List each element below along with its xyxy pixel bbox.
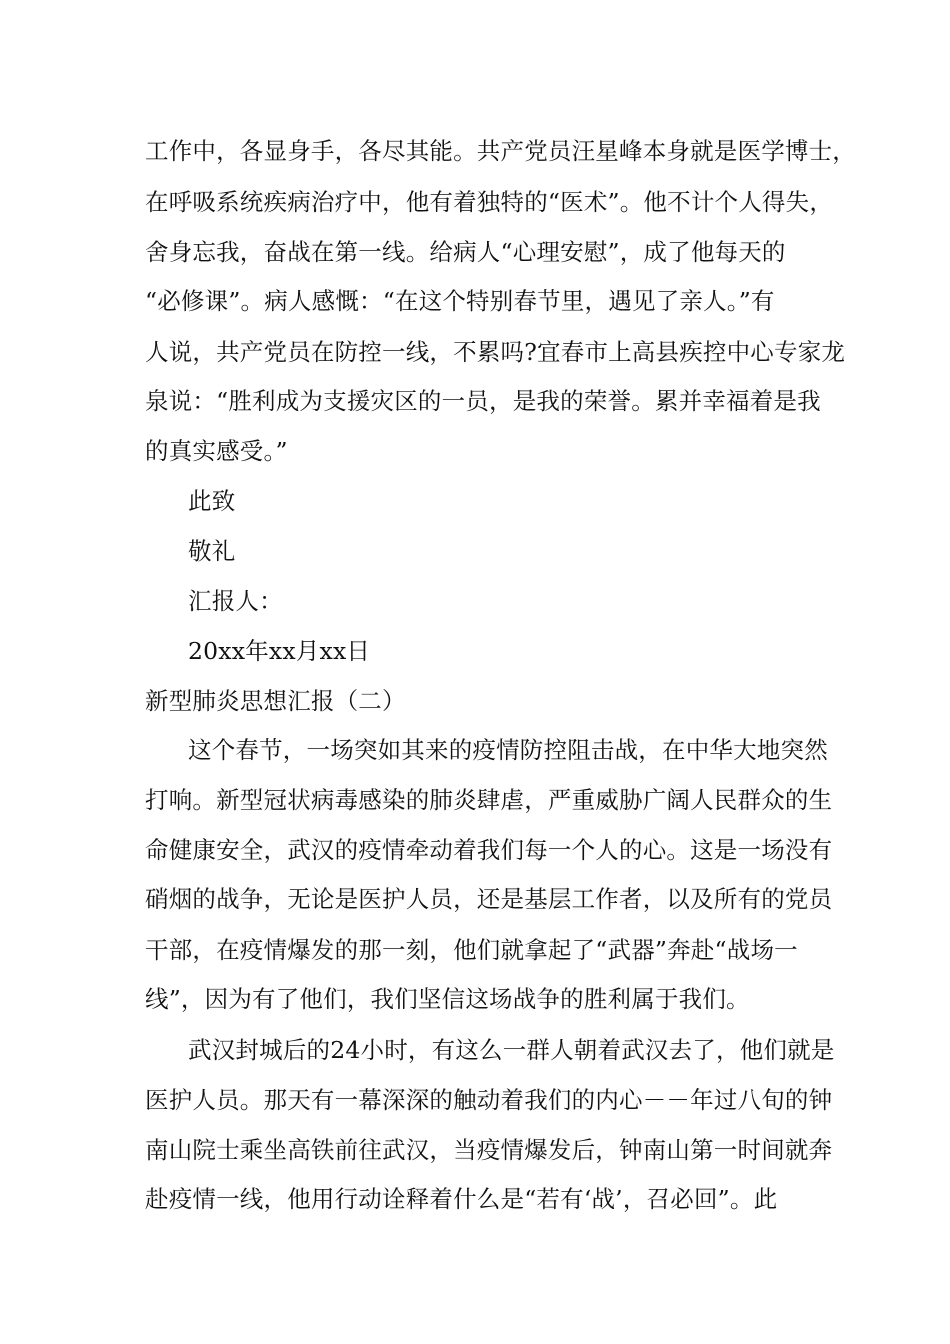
paragraph-line: 硝烟的战争，无论是医护人员，还是基层工作者，以及所有的党员 (145, 885, 833, 913)
paragraph-line: 的真实感受。” (145, 437, 288, 465)
paragraph-line: 在呼吸系统疾病治疗中，他有着独特的“医术”。他不计个人得失， (145, 188, 834, 216)
paragraph-line: 舍身忘我，奋战在第一线。给病人“心理安慰”，成了他每天的 (145, 238, 786, 266)
paragraph-line: 工作中，各显身手，各尽其能。共产党员汪星峰本身就是医学博士， (145, 137, 856, 165)
report-date: 20xx年xx月xx日 (188, 637, 371, 665)
closing-regards: 敬礼 (188, 537, 236, 565)
paragraph-line: 打响。新型冠状病毒感染的肺炎肆虐，严重威胁广阔人民群众的生 (145, 786, 833, 814)
closing-salutation: 此致 (188, 487, 236, 515)
section-title: 新型肺炎思想汇报（二） (145, 687, 406, 715)
reporter-label: 汇报人： (188, 587, 283, 615)
paragraph-line: 赴疫情一线，他用行动诠释着什么是“若有‘战’，召必回”。此 (145, 1185, 778, 1213)
paragraph-line: 医护人员。那天有一幕深深的触动着我们的内心－－年过八旬的钟 (145, 1086, 833, 1114)
paragraph-line: “必修课”。病人感慨：“在这个特别春节里，遇见了亲人。”有 (145, 287, 775, 315)
paragraph-line: 命健康安全，武汉的疫情牵动着我们每一个人的心。这是一场没有 (145, 836, 833, 864)
paragraph-line: 这个春节，一场突如其来的疫情防控阻击战，在中华大地突然 (188, 736, 828, 764)
paragraph-line: 泉说：“胜利成为支援灾区的一员，是我的荣誉。累并幸福着是我 (145, 387, 821, 415)
paragraph-line: 南山院士乘坐高铁前往武汉，当疫情爆发后，钟南山第一时间就奔 (145, 1136, 833, 1164)
paragraph-line: 武汉封城后的24小时，有这么一群人朝着武汉去了，他们就是 (188, 1036, 835, 1064)
paragraph-line: 干部，在疫情爆发的那一刻，他们就拿起了“武器”奔赴“战场一 (145, 936, 798, 964)
paragraph-line: 人说，共产党员在防控一线，不累吗?宜春市上高县疾控中心专家龙 (145, 338, 846, 366)
paragraph-line: 线”，因为有了他们，我们坚信这场战争的胜利属于我们。 (145, 985, 750, 1013)
